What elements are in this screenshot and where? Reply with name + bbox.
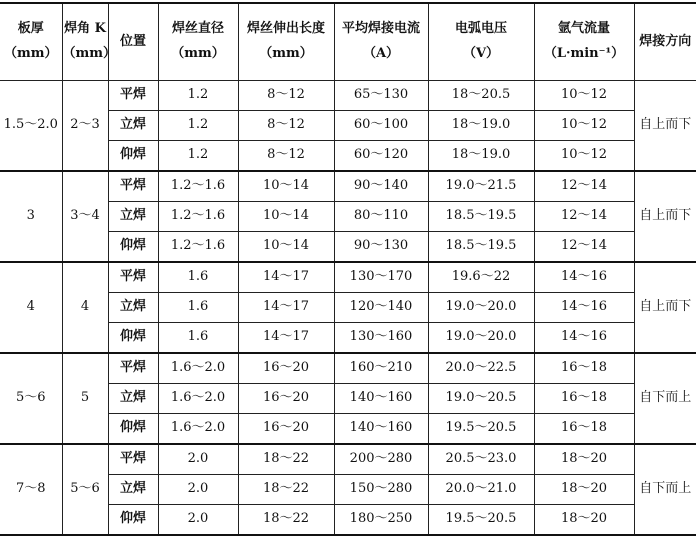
arc-voltage-cell: 20.5～23.0 [428,444,534,475]
wire-stickout-cell: 8～12 [238,81,334,111]
header-arc-voltage-label: 电弧电压 [454,21,507,37]
wire-stickout-cell: 14～17 [238,323,334,354]
fillet-size-cell: 3～4 [62,171,108,262]
table-row [0,444,696,475]
position-cell: 平焊 [108,444,158,475]
position-cell: 仰焊 [108,232,158,263]
arc-voltage-cell: 20.0～22.5 [428,353,534,384]
header-welding-current-label: 平均焊接电流 [341,21,420,37]
welding-current-cell: 90～140 [334,171,428,202]
welding-direction-cell: 自上而下 [634,81,696,172]
arc-voltage-cell: 19.0～20.0 [428,293,534,323]
welding-current-cell: 60～120 [334,141,428,172]
argon-flow-cell: 10～12 [534,81,634,111]
welding-current-cell: 140～160 [334,384,428,414]
argon-flow-cell: 10～12 [534,141,634,172]
welding-direction-cell: 自下而上 [634,444,696,535]
wire-diameter-cell: 2.0 [158,475,238,505]
wire-diameter-cell: 1.2～1.6 [158,171,238,202]
header-arc-voltage [428,3,534,81]
wire-stickout-cell: 16～20 [238,414,334,445]
fillet-size-cell: 2～3 [62,81,108,172]
wire-stickout-cell: 14～17 [238,262,334,293]
position-cell: 立焊 [108,202,158,232]
position-cell: 仰焊 [108,323,158,354]
position-cell: 立焊 [108,111,158,141]
header-wire-stickout [238,3,334,81]
wire-stickout-cell: 14～17 [238,293,334,323]
wire-diameter-cell: 1.2 [158,141,238,172]
wire-stickout-cell: 18～22 [238,444,334,475]
header-argon-flow-label: 氩气流量 [557,21,610,37]
position-cell: 平焊 [108,262,158,293]
argon-flow-cell: 16～18 [534,414,634,445]
header-argon-flow [534,3,634,81]
welding-direction-cell: 自下而上 [634,353,696,444]
welding-direction-cell: 自上而下 [634,171,696,262]
plate-thickness-cell: 1.5～2.0 [0,81,62,172]
arc-voltage-cell: 18～19.0 [428,141,534,172]
wire-diameter-cell: 1.2～1.6 [158,232,238,263]
header-fillet-size-unit: （mm） [62,46,117,61]
position-cell: 仰焊 [108,141,158,172]
position-cell: 平焊 [108,353,158,384]
wire-diameter-cell: 1.6～2.0 [158,384,238,414]
header-welding-current [334,3,428,81]
table-row [0,353,696,384]
table-row [0,171,696,202]
welding-current-cell: 200～280 [334,444,428,475]
header-wire-diameter-unit: （mm） [171,46,225,61]
position-cell: 仰焊 [108,505,158,536]
fillet-size-cell: 5～6 [62,444,108,535]
wire-diameter-cell: 1.6～2.0 [158,414,238,445]
wire-stickout-cell: 8～12 [238,111,334,141]
arc-voltage-cell: 20.0～21.0 [428,475,534,505]
wire-stickout-cell: 10～14 [238,202,334,232]
argon-flow-cell: 16～18 [534,353,634,384]
table-header-row [0,3,696,81]
header-wire-diameter-label: 焊丝直径 [171,21,224,37]
welding-current-cell: 90～130 [334,232,428,263]
wire-diameter-cell: 1.2 [158,81,238,111]
argon-flow-cell: 14～16 [534,323,634,354]
header-fillet-size-label: 焊角 K [64,21,106,37]
welding-parameters-table [0,2,696,536]
wire-diameter-cell: 1.6 [158,323,238,354]
welding-current-cell: 65～130 [334,81,428,111]
wire-diameter-cell: 1.2～1.6 [158,202,238,232]
table-row [0,262,696,293]
arc-voltage-cell: 18.5～19.5 [428,202,534,232]
welding-current-cell: 80～110 [334,202,428,232]
fillet-size-cell: 4 [62,262,108,353]
welding-current-cell: 130～160 [334,323,428,354]
arc-voltage-cell: 19.0～21.5 [428,171,534,202]
arc-voltage-cell: 18.5～19.5 [428,232,534,263]
fillet-size-cell: 5 [62,353,108,444]
plate-thickness-cell: 5～6 [0,353,62,444]
argon-flow-cell: 14～16 [534,262,634,293]
header-welding-current-unit: （A） [362,46,400,61]
arc-voltage-cell: 19.6～22 [428,262,534,293]
position-cell: 立焊 [108,293,158,323]
position-cell: 平焊 [108,171,158,202]
header-plate-thickness [0,3,62,81]
table-row [0,81,696,111]
wire-stickout-cell: 18～22 [238,505,334,536]
arc-voltage-cell: 19.5～20.5 [428,414,534,445]
wire-stickout-cell: 18～22 [238,475,334,505]
wire-diameter-cell: 1.2 [158,111,238,141]
welding-current-cell: 130～170 [334,262,428,293]
welding-current-cell: 180～250 [334,505,428,536]
plate-thickness-cell: 7～8 [0,444,62,535]
header-wire-diameter [158,3,238,81]
argon-flow-cell: 18～20 [534,505,634,536]
header-wire-stickout-unit: （mm） [259,46,313,61]
header-position [108,3,158,81]
header-welding-direction-label: 焊接方向 [639,33,692,49]
wire-stickout-cell: 16～20 [238,384,334,414]
arc-voltage-cell: 19.0～20.5 [428,384,534,414]
header-plate-thickness-unit: （mm） [3,46,58,61]
argon-flow-cell: 18～20 [534,444,634,475]
welding-direction-cell: 自上而下 [634,262,696,353]
wire-stickout-cell: 16～20 [238,353,334,384]
argon-flow-cell: 12～14 [534,171,634,202]
arc-voltage-cell: 19.0～20.0 [428,323,534,354]
wire-diameter-cell: 1.6～2.0 [158,353,238,384]
header-wire-stickout-label: 焊丝伸出长度 [246,21,325,37]
arc-voltage-cell: 18～19.0 [428,111,534,141]
position-cell: 仰焊 [108,414,158,445]
wire-diameter-cell: 2.0 [158,505,238,536]
arc-voltage-cell: 19.5～20.5 [428,505,534,536]
welding-current-cell: 120～140 [334,293,428,323]
argon-flow-cell: 14～16 [534,293,634,323]
wire-stickout-cell: 10～14 [238,232,334,263]
argon-flow-cell: 12～14 [534,232,634,263]
arc-voltage-cell: 18～20.5 [428,81,534,111]
wire-stickout-cell: 8～12 [238,141,334,172]
argon-flow-cell: 16～18 [534,384,634,414]
header-welding-direction [634,3,696,81]
welding-current-cell: 60～100 [334,111,428,141]
argon-flow-cell: 12～14 [534,202,634,232]
welding-current-cell: 150～280 [334,475,428,505]
header-plate-thickness-label: 板厚 [17,21,44,37]
position-cell: 立焊 [108,384,158,414]
header-fillet-size [62,3,117,81]
wire-diameter-cell: 2.0 [158,444,238,475]
header-arc-voltage-unit: （V） [462,46,500,61]
wire-stickout-cell: 10～14 [238,171,334,202]
plate-thickness-cell: 4 [0,262,62,353]
position-cell: 立焊 [108,475,158,505]
table-body [0,81,696,536]
argon-flow-cell: 10～12 [534,111,634,141]
header-argon-flow-unit: （L·min⁻¹） [543,46,625,61]
wire-diameter-cell: 1.6 [158,262,238,293]
welding-current-cell: 140～160 [334,414,428,445]
argon-flow-cell: 18～20 [534,475,634,505]
plate-thickness-cell: 3 [0,171,62,262]
welding-current-cell: 160～210 [334,353,428,384]
position-cell: 平焊 [108,81,158,111]
wire-diameter-cell: 1.6 [158,293,238,323]
header-position-label: 位置 [119,33,146,49]
